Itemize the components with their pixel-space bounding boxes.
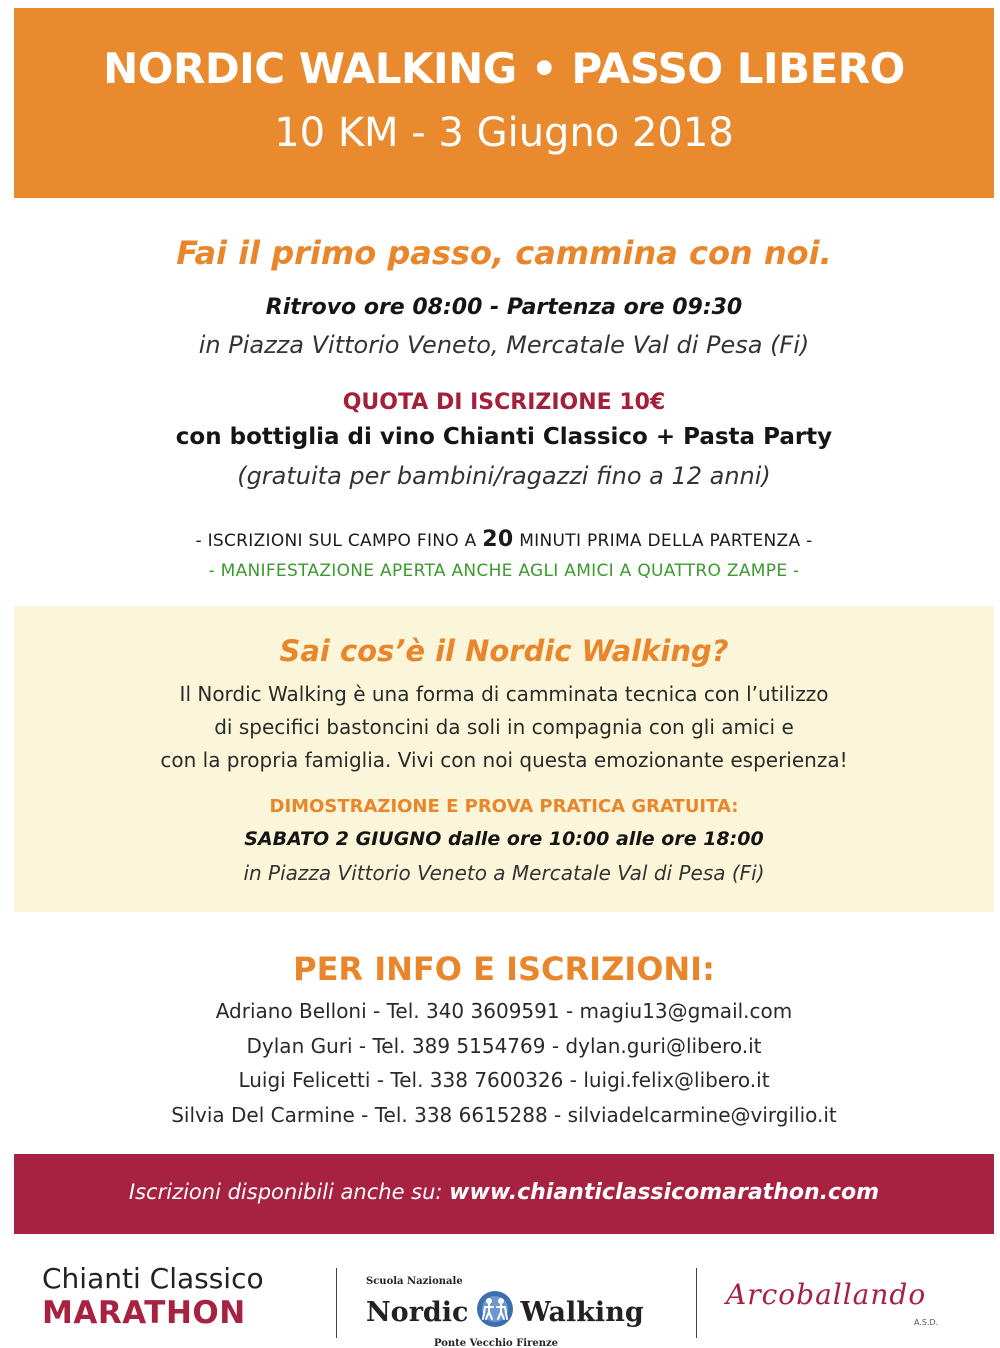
fee-detail: con bottiglia di vino Chianti Classico + Pasta Party <box>175 424 833 450</box>
demo-date: SABATO 2 GIUGNO dalle ore 10:00 alle ore 18:00 <box>244 828 764 850</box>
contact-item: Luigi Felicetti - Tel. 338 7600326 - luigi.felix@libero.it <box>238 1068 770 1092</box>
nordic-description <box>14 678 994 777</box>
footer-band <box>14 1154 994 1234</box>
contact-item: Silvia Del Carmine - Tel. 338 6615288 - silviadelcarmine@virgilio.it <box>171 1102 837 1127</box>
demo-title: DIMOSTRAZIONE E PROVA PRATICA GRATUITA: <box>269 796 739 817</box>
logo-divider <box>336 1268 337 1338</box>
arcoballando-logo <box>726 1278 966 1340</box>
meeting-location: in Piazza Vittorio Veneto, Mercatale Val di Pesa (Fi) <box>198 331 810 359</box>
event-details <box>14 198 994 608</box>
arcoballando-aso: A.S.D. <box>914 1318 939 1327</box>
info-section <box>14 912 994 1156</box>
nordic-line: con la propria famiglia. Vivi con noi questa emozionante esperienza! <box>160 748 848 772</box>
snw-logo-sub: Ponte Vecchio Firenze <box>433 1338 559 1348</box>
meeting-times: Ritrovo ore 08:00 - Partenza ore 09:30 <box>265 295 743 320</box>
registration-notice-minutes: 20 <box>482 527 514 552</box>
info-title: PER INFO E ISCRIZIONI: <box>293 950 715 988</box>
tagline: Fai il primo passo, cammina con noi. <box>176 234 832 272</box>
footer-line <box>14 1180 994 1205</box>
event-subtitle: 10 KM - 3 Giugno 2018 <box>274 110 734 156</box>
logo-divider <box>696 1268 697 1338</box>
fee-title: QUOTA DI ISCRIZIONE 10€ <box>342 390 666 415</box>
snw-logo-right: Walking <box>520 1297 644 1328</box>
demo-place: in Piazza Vittorio Veneto a Mercatale Val di Pesa (Fi) <box>243 861 765 885</box>
header-band <box>14 8 994 198</box>
fee-free-note: (gratuita per bambini/ragazzi fino a 12 anni) <box>237 462 771 490</box>
contact-list <box>14 994 994 1132</box>
contact-item: Adriano Belloni - Tel. 340 3609591 - magiu13@gmail.com <box>215 999 793 1023</box>
snw-logo-left: Nordic <box>366 1297 469 1328</box>
ccm-logo-line2: MARATHON <box>42 1295 246 1331</box>
snw-logo-small: Scuola Nazionale <box>366 1276 463 1287</box>
registration-notice-pre: - ISCRIZIONI SUL CAMPO FINO A <box>195 531 483 551</box>
ccm-logo-line1: Chianti Classico <box>42 1262 264 1295</box>
scuola-nordic-walking-logo <box>366 1276 666 1348</box>
nordic-walking-section <box>14 606 994 912</box>
registration-notice <box>14 527 994 552</box>
footer-prefix: Iscrizioni disponibili anche su: <box>128 1180 450 1204</box>
pets-notice: - MANIFESTAZIONE APERTA ANCHE AGLI AMICI A QUATTRO ZAMPE - <box>208 561 800 581</box>
nordic-title: Sai cos’è il Nordic Walking? <box>279 634 729 668</box>
snw-logo-main <box>366 1289 666 1336</box>
arcoballando-name: Arcoballando <box>726 1278 927 1311</box>
nordic-line: Il Nordic Walking è una forma di camminata tecnica con l’utilizzo <box>179 682 829 706</box>
nordic-walkers-icon <box>475 1289 515 1336</box>
registration-notice-post: MINUTI PRIMA DELLA PARTENZA - <box>513 531 813 551</box>
website-link[interactable]: www.chianticlassicomarathon.com <box>449 1180 880 1205</box>
event-title: NORDIC WALKING • PASSO LIBERO <box>103 44 905 93</box>
nordic-line: di specifici bastoncini da soli in compagnia con gli amici e <box>214 715 794 739</box>
flyer <box>14 8 994 1348</box>
sponsor-logos <box>14 1234 994 1348</box>
chianti-classico-marathon-logo <box>42 1262 312 1342</box>
contact-item: Dylan Guri - Tel. 389 5154769 - dylan.guri@libero.it <box>246 1033 762 1058</box>
